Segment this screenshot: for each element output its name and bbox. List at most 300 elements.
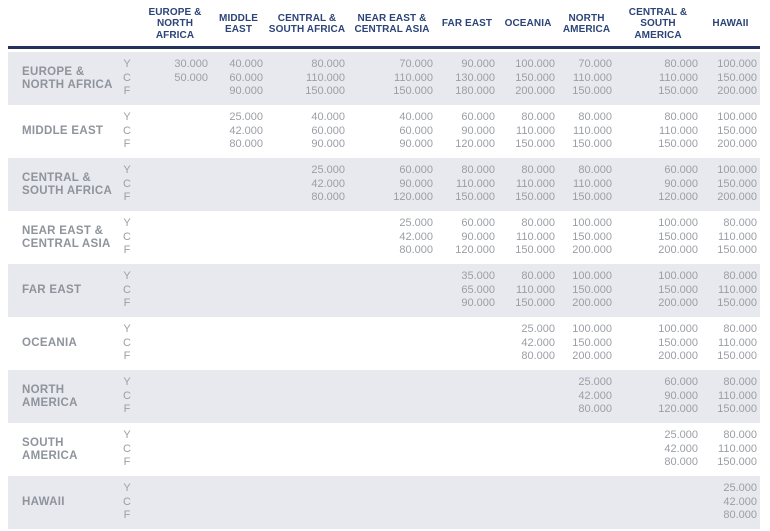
award-value (266, 231, 348, 245)
cabin-class-label: C (123, 442, 131, 455)
award-value: 110.000 (306, 71, 345, 84)
award-value (348, 482, 436, 496)
award-chart-table (8, 4, 760, 529)
award-value (348, 496, 436, 510)
award-value (139, 509, 211, 523)
award-value: 150.000 (572, 283, 612, 296)
award-value: 80.000 (229, 138, 263, 151)
award-value: 110.000 (516, 230, 555, 243)
cabin-class-label: Y (123, 111, 131, 124)
value-cell-far-east--middle-east (211, 264, 266, 317)
corner-cell (8, 4, 115, 49)
award-value: 110.000 (573, 177, 612, 190)
row-header-text: NORTH AFRICA (22, 78, 113, 91)
table-row-hawaii (8, 476, 760, 529)
award-value (348, 284, 436, 298)
value-cell-south-america--central-south-america (615, 423, 701, 476)
value-cell-hawaii--central-south-africa (266, 476, 348, 529)
award-value (139, 429, 211, 443)
award-value: 110.000 (573, 71, 612, 84)
row-header-text: SOUTH AFRICA (22, 184, 113, 197)
award-value: 80.000 (311, 58, 345, 71)
award-value: 80.000 (723, 270, 757, 283)
award-value (266, 297, 348, 311)
cabin-class-label: C (123, 124, 131, 137)
award-value (266, 323, 348, 337)
award-value: 25.000 (521, 323, 555, 336)
value-cell-europe-north-africa--hawaii (701, 49, 760, 105)
award-value (139, 323, 211, 337)
award-value: 25.000 (311, 164, 345, 177)
award-value: 150.000 (717, 71, 757, 84)
award-value (139, 164, 211, 178)
value-cell-north-america--central-south-africa (266, 370, 348, 423)
value-cell-oceania--middle-east (211, 317, 266, 370)
value-cell-oceania--oceania (498, 317, 558, 370)
value-cell-south-america--oceania (498, 423, 558, 476)
award-value (348, 337, 436, 351)
award-value (139, 297, 211, 311)
award-value (139, 217, 211, 231)
value-cell-near-east-central-asia--middle-east (211, 211, 266, 264)
award-value: 90.000 (461, 297, 495, 310)
value-cell-oceania--europe-north-africa (139, 317, 211, 370)
cabin-class-label: C (123, 283, 131, 296)
award-value: 150.000 (717, 244, 757, 257)
value-cell-central-south-africa--europe-north-africa (139, 158, 211, 211)
value-cell-middle-east--oceania (498, 105, 558, 158)
column-header-text: CENTRAL ASIA (354, 24, 430, 35)
award-value: 90.000 (311, 138, 345, 151)
value-cell-middle-east--central-south-america (615, 105, 701, 158)
value-cell-middle-east--middle-east (211, 105, 266, 158)
column-header-north-america (558, 4, 615, 49)
value-cell-central-south-africa--near-east-central-asia (348, 158, 436, 211)
value-cell-europe-north-africa--far-east (436, 49, 498, 105)
value-cell-middle-east--europe-north-africa (139, 105, 211, 158)
award-value (348, 403, 436, 417)
award-value (211, 376, 266, 390)
award-value: 200.000 (658, 350, 698, 363)
column-header-europe-north-africa (139, 4, 211, 49)
award-value: 120.000 (658, 403, 698, 416)
cabin-class-cell (115, 423, 139, 476)
value-cell-far-east--europe-north-africa (139, 264, 211, 317)
value-cell-south-america--hawaii (701, 423, 760, 476)
value-cell-central-south-africa--hawaii (701, 158, 760, 211)
award-value: 110.000 (516, 177, 555, 190)
award-value (266, 456, 348, 470)
corner-cell (115, 4, 139, 49)
award-value: 120.000 (455, 244, 495, 257)
value-cell-far-east--north-america (558, 264, 615, 317)
value-cell-near-east-central-asia--near-east-central-asia (348, 211, 436, 264)
value-cell-hawaii--europe-north-africa (139, 476, 211, 529)
award-value: 60.000 (399, 164, 433, 177)
value-cell-south-america--middle-east (211, 423, 266, 476)
award-value: 90.000 (461, 58, 495, 71)
award-value: 120.000 (658, 191, 698, 204)
cabin-class-label: Y (123, 323, 131, 336)
award-value: 40.000 (229, 58, 263, 71)
value-cell-hawaii--oceania (498, 476, 558, 529)
cabin-class-label: Y (123, 429, 131, 442)
award-value (498, 376, 558, 390)
cabin-class-label: Y (123, 58, 131, 71)
award-value: 150.000 (658, 138, 698, 151)
cabin-class-label: C (123, 495, 131, 508)
cabin-class-label: C (123, 336, 131, 349)
value-cell-europe-north-africa--central-south-africa (266, 49, 348, 105)
value-cell-near-east-central-asia--europe-north-africa (139, 211, 211, 264)
award-value (348, 509, 436, 523)
award-value: 150.000 (658, 283, 698, 296)
cabin-class-label: F (123, 456, 131, 469)
cabin-class-label: Y (123, 217, 131, 230)
award-value (139, 138, 211, 152)
row-header-oceania (8, 317, 115, 370)
award-value (211, 337, 266, 351)
row-header-south-america (8, 423, 115, 476)
award-value (266, 443, 348, 457)
cabin-class-label: Y (123, 270, 131, 283)
award-value (211, 403, 266, 417)
award-value (436, 350, 498, 364)
award-value: 110.000 (718, 442, 757, 455)
value-cell-middle-east--hawaii (701, 105, 760, 158)
award-value (139, 125, 211, 139)
award-value: 80.000 (521, 164, 555, 177)
award-value: 200.000 (572, 244, 612, 257)
award-value: 90.000 (664, 389, 698, 402)
award-value: 200.000 (515, 85, 555, 98)
award-value (558, 509, 615, 523)
row-header-text: CENTRAL ASIA (22, 237, 111, 250)
column-header-central-south-africa (266, 4, 348, 49)
award-value (139, 284, 211, 298)
award-value (558, 456, 615, 470)
award-value: 60.000 (311, 124, 345, 137)
award-value: 60.000 (461, 111, 495, 124)
award-value (266, 403, 348, 417)
award-value (348, 429, 436, 443)
cabin-class-label: C (123, 177, 131, 190)
award-value (139, 337, 211, 351)
award-value (211, 509, 266, 523)
award-value (266, 509, 348, 523)
award-value (558, 429, 615, 443)
award-value: 100.000 (717, 111, 757, 124)
award-value: 60.000 (664, 164, 698, 177)
row-header-hawaii (8, 476, 115, 529)
award-value: 200.000 (717, 85, 757, 98)
value-cell-oceania--near-east-central-asia (348, 317, 436, 370)
award-value (211, 231, 266, 245)
award-value: 130.000 (455, 71, 495, 84)
column-header-text: OCEANIA (504, 18, 552, 30)
award-value (348, 443, 436, 457)
column-header-text: CENTRAL & (628, 6, 688, 18)
value-cell-south-america--near-east-central-asia (348, 423, 436, 476)
award-value (436, 337, 498, 351)
cabin-class-label: Y (123, 164, 131, 177)
award-value: 110.000 (516, 283, 555, 296)
row-header-text: MIDDLE EAST (22, 125, 104, 137)
award-value: 150.000 (572, 336, 612, 349)
value-cell-far-east--oceania (498, 264, 558, 317)
award-value: 120.000 (393, 191, 433, 204)
award-value: 80.000 (578, 111, 612, 124)
value-cell-north-america--north-america (558, 370, 615, 423)
award-value: 70.000 (399, 58, 433, 71)
award-value (211, 350, 266, 364)
award-value: 150.000 (305, 85, 345, 98)
award-value (139, 231, 211, 245)
award-value: 150.000 (572, 138, 612, 151)
award-value: 25.000 (229, 111, 263, 124)
award-value: 70.000 (578, 58, 612, 71)
award-value: 80.000 (723, 323, 757, 336)
award-value: 60.000 (461, 217, 495, 230)
award-value: 150.000 (455, 191, 495, 204)
award-value: 100.000 (515, 58, 555, 71)
award-value: 150.000 (515, 244, 555, 257)
award-value: 200.000 (717, 191, 757, 204)
award-value (266, 350, 348, 364)
value-cell-south-america--central-south-africa (266, 423, 348, 476)
award-value: 180.000 (455, 85, 495, 98)
award-value: 42.000 (578, 389, 612, 402)
award-value (139, 403, 211, 417)
table-row-middle-east (8, 105, 760, 158)
row-header-text: HAWAII (22, 496, 65, 508)
award-value (348, 456, 436, 470)
award-value: 80.000 (521, 217, 555, 230)
award-value (139, 350, 211, 364)
award-value (139, 390, 211, 404)
award-value: 42.000 (664, 442, 698, 455)
award-value: 100.000 (572, 323, 612, 336)
award-value: 150.000 (717, 350, 757, 363)
value-cell-europe-north-africa--europe-north-africa (139, 49, 211, 105)
row-header-central-south-africa (8, 158, 115, 211)
award-value: 80.000 (399, 244, 433, 257)
table-header (8, 4, 760, 49)
award-value: 100.000 (717, 164, 757, 177)
value-cell-north-america--near-east-central-asia (348, 370, 436, 423)
column-header-text: CENTRAL & (277, 12, 337, 24)
award-value: 90.000 (399, 138, 433, 151)
award-value (436, 443, 498, 457)
value-cell-central-south-africa--oceania (498, 158, 558, 211)
cabin-class-cell (115, 158, 139, 211)
cabin-class-label: C (123, 71, 131, 84)
award-value (266, 429, 348, 443)
value-cell-hawaii--hawaii (701, 476, 760, 529)
award-value (139, 482, 211, 496)
table-row-north-america (8, 370, 760, 423)
award-value: 150.000 (572, 191, 612, 204)
award-value: 150.000 (717, 297, 757, 310)
award-value: 42.000 (229, 124, 263, 137)
award-value: 40.000 (399, 111, 433, 124)
table-row-oceania (8, 317, 760, 370)
award-value: 80.000 (578, 164, 612, 177)
award-value (266, 376, 348, 390)
cabin-class-label: F (123, 350, 131, 363)
award-value: 150.000 (572, 230, 612, 243)
value-cell-far-east--far-east (436, 264, 498, 317)
award-value: 60.000 (399, 124, 433, 137)
award-value (348, 390, 436, 404)
value-cell-middle-east--north-america (558, 105, 615, 158)
column-header-text: SOUTH AMERICA (634, 18, 682, 41)
award-value: 90.000 (461, 230, 495, 243)
award-value: 150.000 (717, 124, 757, 137)
value-cell-south-america--europe-north-africa (139, 423, 211, 476)
award-value: 80.000 (664, 111, 698, 124)
award-value (139, 191, 211, 205)
value-cell-middle-east--near-east-central-asia (348, 105, 436, 158)
award-value: 150.000 (393, 85, 433, 98)
award-value (498, 443, 558, 457)
value-cell-europe-north-africa--middle-east (211, 49, 266, 105)
value-cell-far-east--central-south-africa (266, 264, 348, 317)
value-cell-europe-north-africa--north-america (558, 49, 615, 105)
award-value (211, 496, 266, 510)
value-cell-near-east-central-asia--central-south-america (615, 211, 701, 264)
row-header-text: OCEANIA (22, 337, 78, 349)
cabin-class-label: F (123, 403, 131, 416)
row-header-text: AMERICA (22, 449, 78, 462)
award-value: 60.000 (229, 71, 263, 84)
award-value: 80.000 (521, 350, 555, 363)
column-header-text: HAWAII (712, 18, 749, 30)
award-value (558, 496, 615, 510)
award-value: 80.000 (578, 403, 612, 416)
column-header-text: NORTH AFRICA (155, 18, 195, 41)
value-cell-north-america--far-east (436, 370, 498, 423)
column-header-text: EUROPE & (148, 6, 202, 18)
award-value: 150.000 (572, 85, 612, 98)
award-value: 110.000 (718, 283, 757, 296)
award-value (436, 496, 498, 510)
award-value (558, 443, 615, 457)
award-value (211, 297, 266, 311)
column-header-oceania (498, 4, 558, 49)
award-value: 25.000 (399, 217, 433, 230)
value-cell-near-east-central-asia--oceania (498, 211, 558, 264)
award-value (436, 403, 498, 417)
value-cell-central-south-africa--central-south-america (615, 158, 701, 211)
award-value: 90.000 (399, 177, 433, 190)
cabin-class-label: C (123, 230, 131, 243)
award-value (266, 482, 348, 496)
award-value: 100.000 (658, 217, 698, 230)
award-value (348, 376, 436, 390)
cabin-class-cell (115, 370, 139, 423)
award-value: 90.000 (461, 124, 495, 137)
award-value (211, 284, 266, 298)
award-value (139, 496, 211, 510)
row-header-text: AMERICA (22, 396, 78, 409)
award-value: 200.000 (572, 350, 612, 363)
award-value (436, 482, 498, 496)
award-value: 110.000 (718, 230, 757, 243)
award-value (436, 509, 498, 523)
award-value: 150.000 (717, 456, 757, 469)
cabin-class-cell (115, 476, 139, 529)
column-header-text: FAR EAST (441, 18, 493, 30)
award-value: 100.000 (572, 217, 612, 230)
value-cell-central-south-africa--north-america (558, 158, 615, 211)
value-cell-north-america--middle-east (211, 370, 266, 423)
award-value: 80.000 (521, 111, 555, 124)
award-value (211, 429, 266, 443)
row-header-europe-north-africa (8, 49, 115, 105)
row-header-text: CENTRAL & (22, 171, 91, 184)
award-value (139, 178, 211, 192)
award-value (498, 456, 558, 470)
award-value (348, 270, 436, 284)
award-value: 200.000 (658, 297, 698, 310)
award-value (211, 456, 266, 470)
award-value: 110.000 (718, 389, 757, 402)
award-value: 42.000 (311, 177, 345, 190)
value-cell-north-america--central-south-america (615, 370, 701, 423)
award-value: 25.000 (723, 482, 757, 495)
award-value (211, 323, 266, 337)
award-value (436, 429, 498, 443)
column-header-text: SOUTH AFRICA (268, 24, 346, 35)
award-value: 110.000 (394, 71, 433, 84)
column-header-middle-east (211, 4, 266, 49)
award-value: 80.000 (521, 270, 555, 283)
column-header-text: EAST (224, 24, 253, 35)
value-cell-near-east-central-asia--central-south-africa (266, 211, 348, 264)
award-chart (8, 4, 760, 529)
award-value (498, 509, 558, 523)
award-value: 110.000 (659, 124, 698, 137)
cabin-class-label: F (123, 85, 131, 98)
award-value: 35.000 (461, 270, 495, 283)
value-cell-near-east-central-asia--hawaii (701, 211, 760, 264)
award-value: 100.000 (572, 270, 612, 283)
column-header-text: NORTH (568, 12, 605, 24)
row-header-near-east-central-asia (8, 211, 115, 264)
award-value (211, 390, 266, 404)
value-cell-south-america--north-america (558, 423, 615, 476)
value-cell-hawaii--north-america (558, 476, 615, 529)
value-cell-north-america--europe-north-africa (139, 370, 211, 423)
award-value: 42.000 (521, 336, 555, 349)
value-cell-middle-east--far-east (436, 105, 498, 158)
award-value: 110.000 (573, 124, 612, 137)
table-row-far-east (8, 264, 760, 317)
row-header-text: EUROPE & (22, 65, 85, 78)
value-cell-oceania--central-south-africa (266, 317, 348, 370)
cabin-class-cell (115, 264, 139, 317)
value-cell-north-america--oceania (498, 370, 558, 423)
award-value: 150.000 (658, 85, 698, 98)
award-value (266, 496, 348, 510)
cabin-class-label: F (123, 191, 131, 204)
award-value: 100.000 (658, 323, 698, 336)
value-cell-hawaii--far-east (436, 476, 498, 529)
award-value: 80.000 (723, 509, 757, 522)
award-value (211, 217, 266, 231)
value-cell-south-america--far-east (436, 423, 498, 476)
